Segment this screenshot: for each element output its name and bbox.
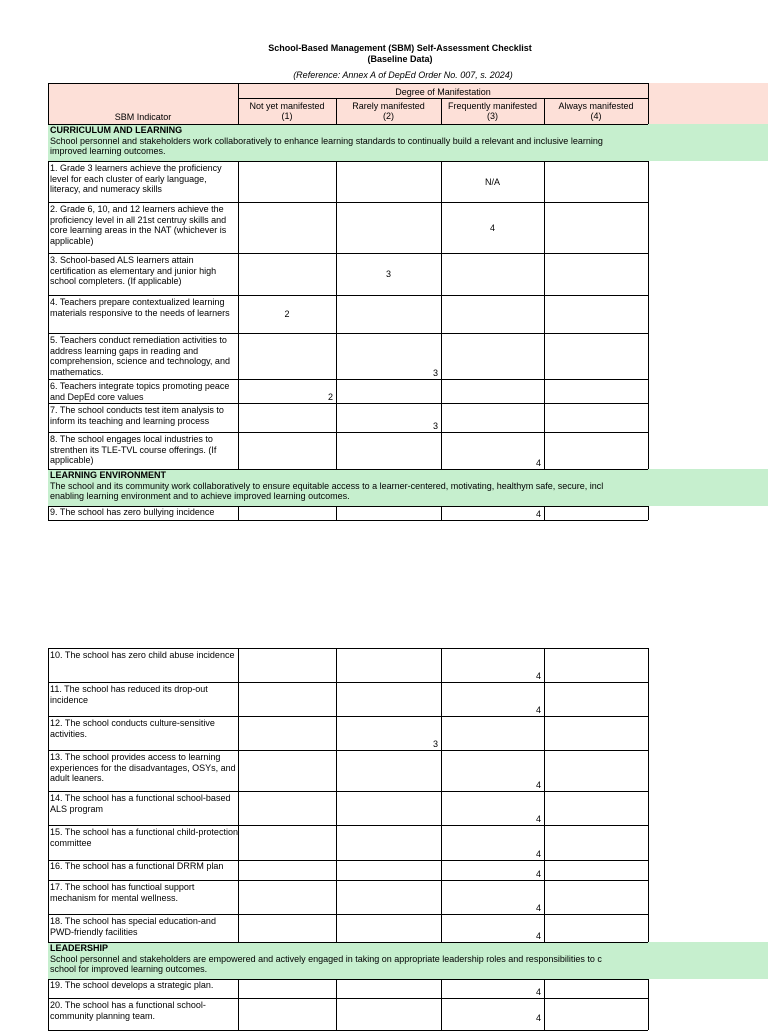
grid-line — [48, 998, 648, 999]
grid-line — [48, 403, 648, 404]
manifestation-value: 2 — [284, 309, 290, 319]
indicator-text: 8. The school engages local industries to strenthen its TLE-TVL course offerings. (If applicable) — [50, 434, 217, 465]
grid-line — [336, 432, 337, 469]
grid-line — [441, 295, 442, 333]
grid-line — [544, 253, 545, 295]
grid-line — [48, 469, 648, 470]
indicator-text: 14. The school has a functional school-based ALS program — [50, 793, 231, 814]
grid-line — [544, 682, 545, 716]
grid-line — [648, 253, 649, 295]
grid-line — [544, 506, 545, 520]
section-leadership — [48, 942, 768, 979]
indicator-text: 13. The school provides access to learning experiences for the disadvantages, OSYs, and adult leaners. — [50, 752, 236, 783]
manifestation-value: 4 — [535, 931, 541, 941]
grid-line — [48, 124, 648, 125]
grid-line — [48, 880, 49, 914]
grid-line — [544, 979, 545, 998]
grid-line — [648, 506, 649, 520]
grid-line — [48, 750, 49, 791]
grid-line — [48, 432, 648, 433]
grid-line — [238, 998, 239, 1030]
grid-line — [48, 379, 49, 403]
indicator-text: 3. School-based ALS learners attain certification as elementary and junior high school completers. (If applicable) — [50, 255, 217, 286]
level-3-header: Frequently manifested (3) — [447, 101, 538, 121]
grid-line — [238, 750, 239, 791]
grid-line — [441, 403, 442, 432]
grid-line — [238, 880, 239, 914]
grid-line — [238, 979, 239, 998]
grid-line — [48, 295, 49, 333]
grid-line — [336, 682, 337, 716]
grid-line — [648, 825, 649, 860]
grid-line — [48, 403, 49, 432]
manifestation-value: 4 — [535, 671, 541, 681]
grid-line — [544, 825, 545, 860]
grid-line — [336, 825, 337, 860]
manifestation-value: 3 — [385, 269, 391, 279]
grid-line — [48, 648, 49, 682]
grid-line — [648, 379, 649, 403]
grid-line — [336, 998, 337, 1030]
reference-note: (Reference: Annex A of DepEd Order No. 007, s. 2024) — [293, 70, 513, 80]
indicator-text: 19. The school develops a strategic plan. — [50, 980, 214, 990]
indicator-text: 9. The school has zero bullying incidence — [50, 507, 215, 517]
grid-line — [336, 98, 337, 124]
grid-line — [48, 791, 648, 792]
grid-line — [441, 333, 442, 379]
indicator-text: 18. The school has special education-and PWD-friendly facilities — [50, 916, 216, 937]
grid-line — [544, 295, 545, 333]
grid-line — [48, 914, 49, 942]
grid-line — [238, 648, 239, 682]
grid-line — [48, 161, 648, 162]
grid-line — [648, 403, 649, 432]
grid-line — [48, 682, 49, 716]
grid-line — [238, 860, 239, 880]
grid-line — [238, 98, 648, 99]
grid-line — [336, 161, 337, 202]
grid-line — [238, 83, 239, 124]
manifestation-value: N/A — [484, 177, 500, 187]
indicator-text: 6. Teachers integrate topics promoting peace and DepEd core values — [50, 381, 230, 402]
manifestation-value: 2 — [327, 392, 333, 402]
grid-line — [544, 914, 545, 942]
grid-line — [648, 860, 649, 880]
grid-line — [544, 403, 545, 432]
grid-line — [648, 750, 649, 791]
grid-line — [238, 682, 239, 716]
grid-line — [648, 682, 649, 716]
grid-line — [648, 914, 649, 942]
manifestation-value: 4 — [489, 223, 495, 233]
grid-line — [48, 253, 49, 295]
grid-line — [238, 825, 239, 860]
indicator-text: 1. Grade 3 learners achieve the proficiency level for each cluster of early language, literacy, and numeracy skills — [50, 163, 222, 194]
grid-line — [336, 648, 337, 682]
grid-line — [544, 860, 545, 880]
grid-line — [238, 506, 239, 520]
indicator-text: 15. The school has a functional child-protection committee — [50, 827, 238, 848]
grid-line — [648, 791, 649, 825]
grid-line — [48, 998, 49, 1030]
grid-line — [48, 791, 49, 825]
manifestation-value: 4 — [535, 780, 541, 790]
grid-line — [48, 825, 49, 860]
grid-line — [648, 998, 649, 1030]
grid-line — [48, 379, 648, 380]
grid-line — [648, 161, 649, 202]
indicator-text: 17. The school has functioal support mechanism for mental wellness. — [50, 882, 195, 903]
grid-line — [544, 379, 545, 403]
indicator-text: 2. Grade 6, 10, and 12 learners achieve the proficiency level in all 21st centruy skills and core learning areas in the NAT (whichever is applicable) — [50, 204, 227, 246]
section-title: LEADERSHIP — [50, 943, 109, 953]
section-description: School personnel and stakeholders work collaboratively to enhance learning standards to continually build a relevant and inclusive learning improved learning outcomes. — [50, 136, 603, 156]
grid-line — [336, 506, 337, 520]
grid-line — [648, 295, 649, 333]
grid-line — [336, 295, 337, 333]
grid-line — [48, 979, 49, 998]
grid-line — [238, 253, 239, 295]
manifestation-value: 3 — [432, 368, 438, 378]
grid-line — [48, 83, 648, 84]
manifestation-value: 4 — [535, 1013, 541, 1023]
grid-line — [238, 432, 239, 469]
indicator-text: 4. Teachers prepare contextualized learning materials responsive to the needs of learners — [50, 297, 230, 318]
grid-line — [544, 432, 545, 469]
grid-line — [48, 750, 648, 751]
grid-line — [48, 333, 49, 379]
grid-line — [48, 682, 648, 683]
grid-line — [648, 716, 649, 750]
grid-line — [336, 914, 337, 942]
manifestation-value: 4 — [535, 705, 541, 715]
grid-line — [238, 791, 239, 825]
manifestation-value: 4 — [535, 814, 541, 824]
grid-line — [238, 716, 239, 750]
section-description: School personnel and stakeholders are empowered and actively engaged in taking on appropriate leadership roles and responsibilities to c school for improved learning outcomes. — [50, 954, 602, 974]
grid-line — [48, 295, 648, 296]
grid-line — [544, 791, 545, 825]
section-title: CURRICULUM AND LEARNING — [50, 125, 183, 135]
grid-line — [48, 432, 49, 469]
grid-line — [544, 716, 545, 750]
grid-line — [238, 914, 239, 942]
grid-line — [336, 979, 337, 998]
grid-line — [544, 202, 545, 253]
manifestation-value: 4 — [535, 849, 541, 859]
grid-line — [336, 379, 337, 403]
grid-line — [238, 403, 239, 432]
grid-line — [48, 83, 49, 124]
grid-line — [336, 202, 337, 253]
grid-line — [544, 333, 545, 379]
grid-line — [48, 202, 49, 253]
grid-line — [48, 648, 648, 649]
grid-line — [48, 506, 49, 520]
indicator-text: 10. The school has zero child abuse incidence — [50, 650, 235, 660]
grid-line — [648, 432, 649, 469]
grid-line — [48, 202, 648, 203]
grid-line — [48, 333, 648, 334]
grid-line — [544, 880, 545, 914]
grid-line — [336, 860, 337, 880]
document-subtitle: (Baseline Data) — [367, 54, 433, 64]
grid-line — [441, 379, 442, 403]
indicator-text: 12. The school conducts culture-sensitive activities. — [50, 718, 215, 739]
grid-line — [238, 333, 239, 379]
grid-line — [336, 880, 337, 914]
grid-line — [48, 716, 648, 717]
grid-line — [238, 202, 239, 253]
manifestation-value: 3 — [432, 739, 438, 749]
section-learning-environment — [48, 469, 768, 506]
indicator-text: 7. The school conducts test item analysis to inform its teaching and learning process — [50, 405, 224, 426]
manifestation-value: 4 — [535, 458, 541, 468]
sbm-indicator-header: SBM Indicator — [114, 112, 172, 122]
grid-line — [648, 202, 649, 253]
grid-line — [238, 161, 239, 202]
grid-line — [544, 998, 545, 1030]
grid-line — [648, 648, 649, 682]
grid-line — [544, 750, 545, 791]
grid-line — [336, 791, 337, 825]
degree-of-manifestation-header: Degree of Manifestation — [395, 87, 491, 97]
grid-line — [48, 880, 648, 881]
manifestation-value: 4 — [535, 869, 541, 879]
manifestation-value: 4 — [535, 987, 541, 997]
indicator-text: 5. Teachers conduct remediation activities to address learning gaps in reading and comprehension, science and technology, and mathematics. — [50, 335, 230, 377]
grid-line — [441, 716, 442, 750]
indicator-text: 16. The school has a functional DRRM plan — [50, 861, 224, 871]
section-title: LEARNING ENVIRONMENT — [50, 470, 167, 480]
grid-line — [648, 83, 649, 124]
grid-line — [648, 979, 649, 998]
level-2-header: Rarely manifested (2) — [352, 101, 425, 121]
manifestation-value: 3 — [432, 421, 438, 431]
grid-line — [48, 942, 648, 943]
grid-line — [648, 880, 649, 914]
grid-line — [648, 333, 649, 379]
indicator-text: 20. The school has a functional school-community planning team. — [50, 1000, 206, 1021]
grid-line — [544, 98, 545, 124]
level-1-header: Not yet manifested (1) — [249, 101, 325, 121]
grid-line — [544, 161, 545, 202]
manifestation-value: 4 — [535, 903, 541, 913]
section-description: The school and its community work collaboratively to ensure equitable access to a learner-centered, motivating, healthym safe, secure, incl enabling learning environment and to achieve improved learning outcomes. — [50, 481, 604, 501]
grid-line — [48, 253, 648, 254]
grid-line — [48, 825, 648, 826]
grid-line — [48, 520, 648, 521]
manifestation-value: 4 — [535, 509, 541, 519]
indicator-text: 11. The school has reduced its drop-out incidence — [50, 684, 208, 705]
level-4-header: Always manifested (4) — [558, 101, 634, 121]
grid-line — [48, 716, 49, 750]
section-curriculum — [48, 124, 768, 161]
grid-line — [441, 98, 442, 124]
grid-line — [441, 253, 442, 295]
document-title: School-Based Management (SBM) Self-Assessment Checklist — [268, 43, 532, 53]
grid-line — [48, 914, 648, 915]
grid-line — [544, 648, 545, 682]
grid-line — [336, 750, 337, 791]
grid-line — [48, 860, 49, 880]
grid-line — [48, 161, 49, 202]
